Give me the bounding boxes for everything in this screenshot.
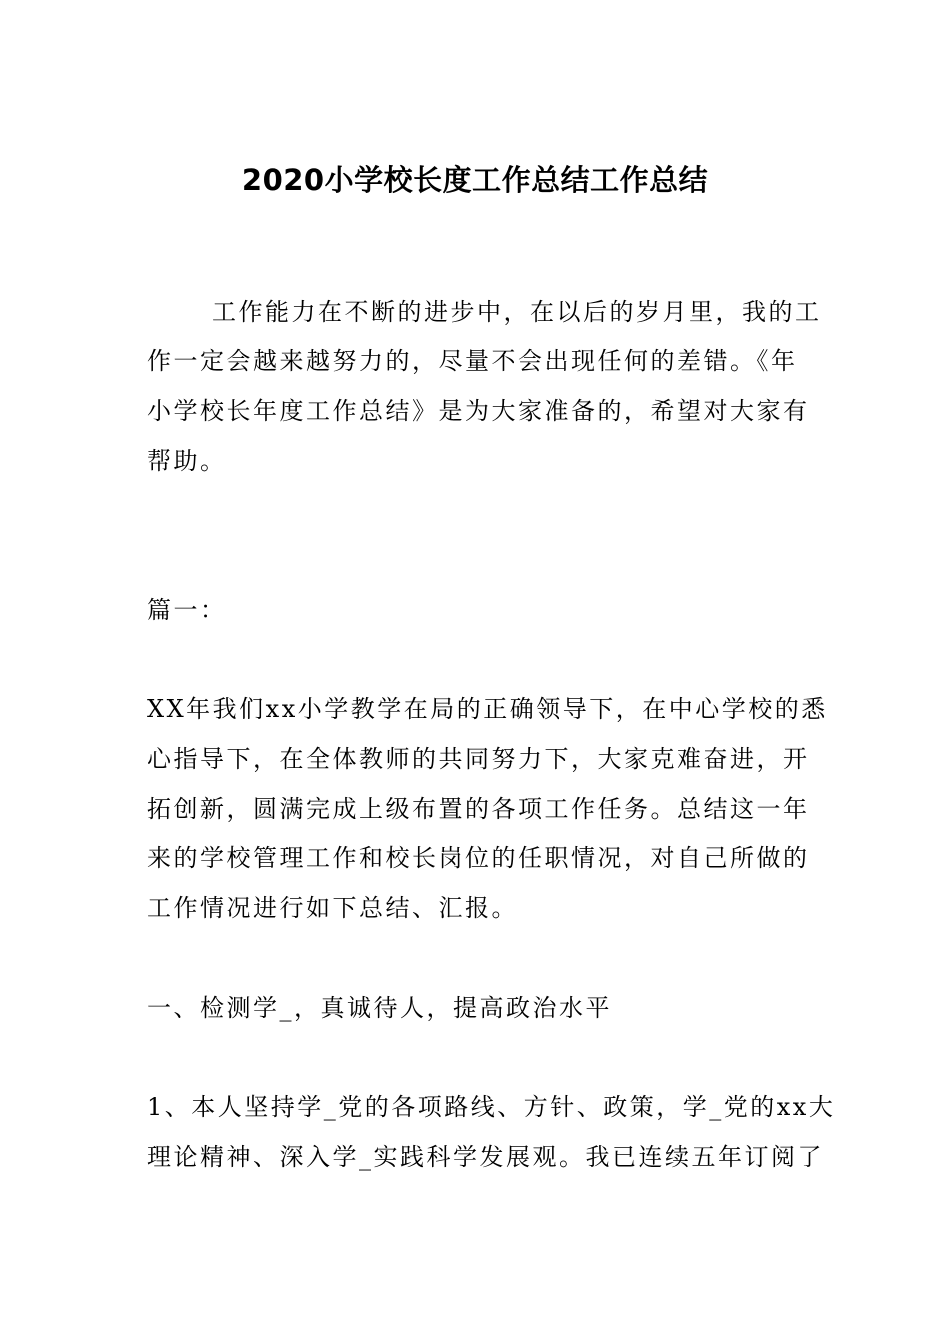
- para1-line-2: 心指导下，在全体教师的共同努力下，大家克难奋进，开: [147, 745, 810, 773]
- item1-line-1: 1、本人坚持学_党的各项路线、方针、政策，学_党的xx大: [147, 1093, 836, 1121]
- para1-line-4: 来的学校管理工作和校长岗位的任职情况，对自己所做的: [147, 844, 810, 872]
- para1-line-5: 工作情况进行如下总结、汇报。: [147, 894, 518, 922]
- intro-line-3: 小学校长年度工作总结》是为大家准备的，希望对大家有: [147, 397, 810, 425]
- document-title: 2020小学校长度工作总结工作总结: [241, 163, 709, 197]
- section1-heading: 一、检测学_，真诚待人，提高政治水平: [147, 994, 612, 1022]
- part-heading: 篇一：: [147, 596, 227, 624]
- para1-line-1: XX年我们xx小学教学在局的正确领导下，在中心学校的悉: [147, 695, 828, 723]
- intro-line-4: 帮助。: [147, 447, 227, 475]
- item1-line-2: 理论精神、深入学_实践科学发展观。我已连续五年订阅了: [147, 1143, 824, 1171]
- intro-line-1: 工作能力在不断的进步中，在以后的岁月里，我的工: [212, 298, 822, 326]
- intro-line-2: 作一定会越来越努力的，尽量不会出现任何的差错。《年: [147, 347, 798, 375]
- para1-line-3: 拓创新，圆满完成上级布置的各项工作任务。总结这一年: [147, 795, 810, 823]
